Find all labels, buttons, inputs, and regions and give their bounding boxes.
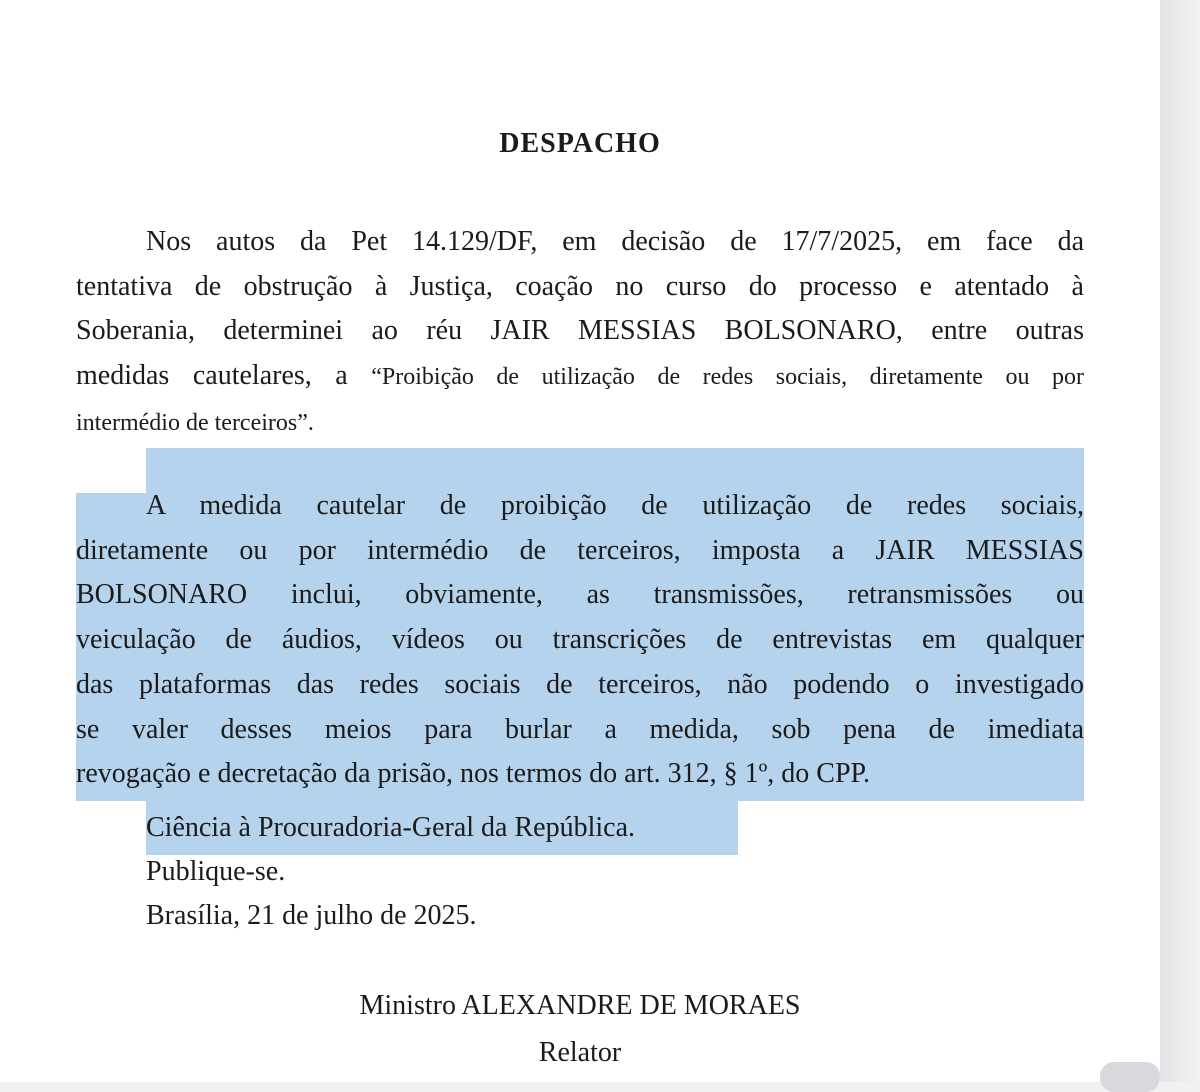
overlay-badge-icon — [1100, 1062, 1160, 1092]
paragraph-line — [76, 400, 1084, 446]
paragraph-line: veiculação de áudios, vídeos ou transcrições de entrevistas em qualquer — [76, 624, 1084, 656]
paragraph-2-highlighted — [76, 484, 1084, 797]
paragraph-line: revogação e decretação da prisão, nos termos do art. 312, § 1º, do CPP. — [76, 758, 871, 790]
paragraph-line: A medida cautelar de proibição de utilização de redes sociais, — [146, 490, 1084, 521]
paragraph-line-text: medidas cautelares, a — [76, 360, 372, 392]
paragraph-1 — [76, 220, 1084, 446]
quoted-measure: intermédio de terceiros”. — [76, 409, 314, 436]
paragraph-line: diretamente ou por intermédio de terceiros, imposta a JAIR MESSIAS — [76, 534, 1084, 566]
paragraph-line: Soberania, determinei ao réu JAIR MESSIAS BOLSONARO, entre outras — [76, 315, 1084, 347]
paragraph-line: se valer desses meios para burlar a medida, sob pena de imediata — [76, 713, 1084, 745]
document-title: DESPACHO — [499, 128, 661, 159]
page-shadow-edge — [1160, 0, 1200, 1082]
paragraph-line: tentativa de obstrução à Justiça, coação no curso do processo e atentado à — [76, 270, 1084, 302]
paragraph-line: BOLSONARO inclui, obviamente, as transmissões, retransmissões ou — [76, 579, 1084, 611]
quoted-measure: “Proibição de utilização de redes sociais, diretamente ou por — [371, 364, 1084, 391]
signature-role: Relator — [538, 1037, 622, 1068]
date-line: Brasília, 21 de julho de 2025. — [146, 900, 477, 931]
paragraph-line: Nos autos da Pet 14.129/DF, em decisão de 17/7/2025, em face da — [146, 226, 1084, 257]
signature-name: Ministro ALEXANDRE DE MORAES — [359, 990, 801, 1021]
paragraph-line: das plataformas das redes sociais de terceiros, não podendo o investigado — [76, 668, 1084, 700]
publish-notice: Publique-se. — [146, 856, 286, 887]
science-notice: Ciência à Procuradoria-Geral da República. — [146, 812, 636, 843]
paragraph-line — [76, 354, 1084, 400]
